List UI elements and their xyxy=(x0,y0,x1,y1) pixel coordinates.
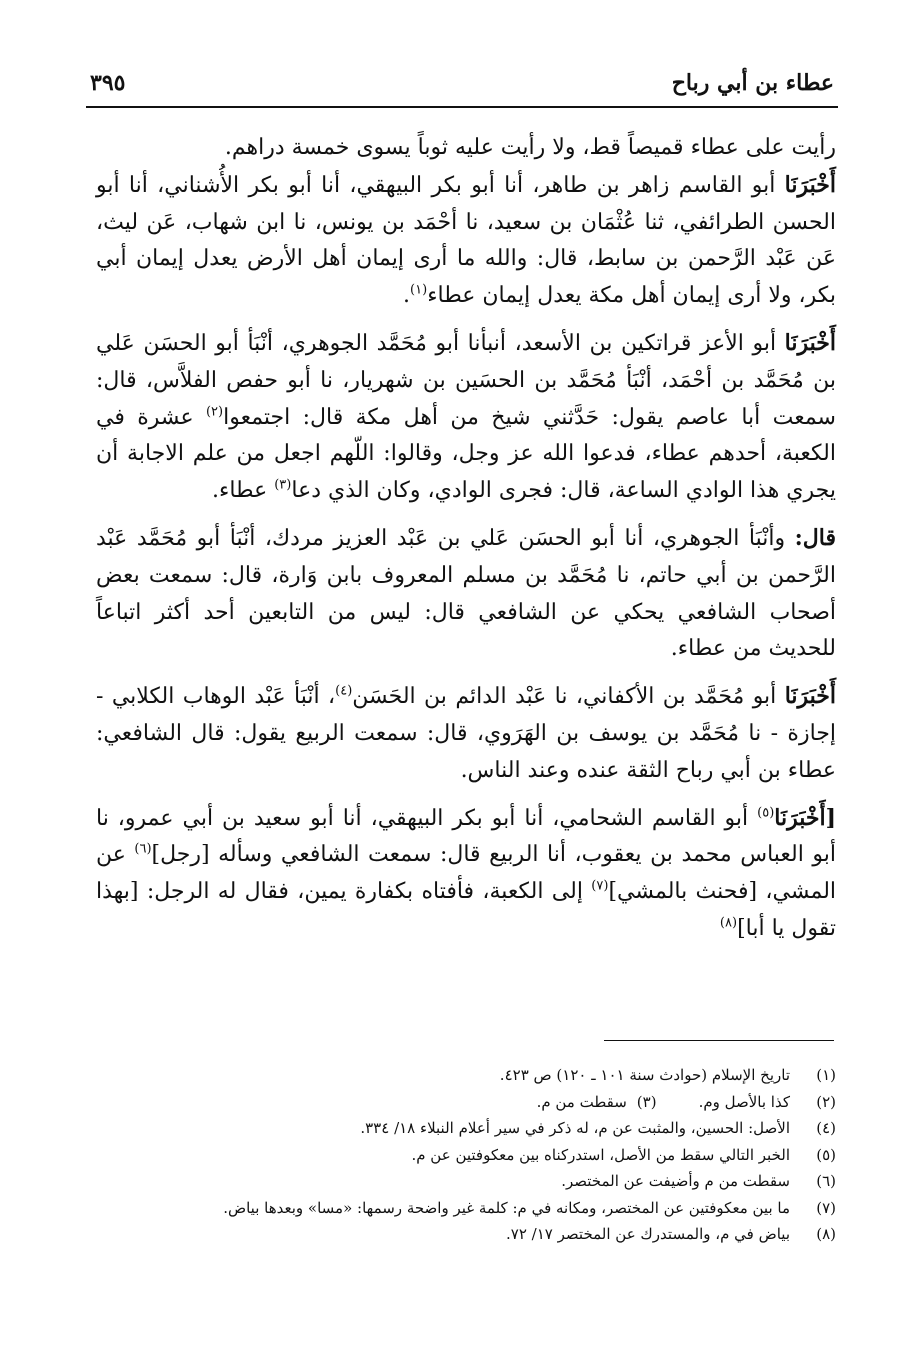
footnote-text: سقطت من م وأضيفت عن المختصر. xyxy=(561,1172,790,1190)
footnote xyxy=(96,1168,836,1195)
footnote-number: (٨) xyxy=(816,1225,836,1243)
narration-keyword: أَخْبَرَنَا xyxy=(784,171,836,198)
footnote-ref[interactable]: (٣) xyxy=(274,477,292,493)
footnote-number: (٤) xyxy=(816,1119,836,1137)
paragraph: رأيت على عطاء قميصاً قط، ولا رأيت عليه ثوباً يسوى خمسة دراهم. xyxy=(224,135,836,160)
footnote xyxy=(96,1221,836,1248)
paragraph: أَخْبَرَنَا أبو مُحَمَّد بن الأكفاني، نا عَبْد الدائم بن الحَسَن$^{(٤)}$، أنْبَأ عَبْد الوهاب الكلابي - إجازة - نا مُحَمَّد بن يوسف بن الهَرَوي، قال: سمعت الربيع يقول: قال الشافعي: عطاء بن أبي رباح الثقة عنده وعند الناس. xyxy=(96,683,837,783)
main-text xyxy=(96,130,836,958)
paragraph: قال: وأنْبَأ الجوهري، أنا أبو الحسَن عَلي بن عَبْد العزيز مردك، أنْبَأ أبو مُحَمَّد عَبْد الرَّحمن بن أبي حاتم، نا مُحَمَّد بن مسلم المعروف بابن وَارة، قال: سمعت بعض أصحاب الشافعي يحكي عن الشافعي قال: ليس من التابعين أحد أكثر اتباعاً للحديث من عطاء. xyxy=(96,524,836,662)
footnote-ref[interactable]: (١) xyxy=(410,282,428,298)
footnote xyxy=(96,1062,836,1089)
footnote-ref[interactable]: (٥) xyxy=(757,805,775,821)
paragraph: أَخْبَرَنَا أبو الأعز قراتكين بن الأسعد، أنبأنا أبو مُحَمَّد الجوهري، أنْبَأ أبو الحسَن عَلي بن مُحَمَّد بن أحْمَد، أنْبَأ مُحَمَّد بن الحسَين بن شهريار، نا أبو حفص الفلاَّس، قال: سمعت أبا عاصم يقول: حَدَّثني شيخ من أهل مكة قال: اجتمعوا$^{(٢)}$ عشرة في الكعبة، أحدهم عطاء، فدعوا الله عز وجل، وقالوا: اللّهم اجعل من علم الاجابة أن يجري هذا الوادي الساعة، قال: فجرى الوادي، وكان الذي دعا$^{(٣)}$ عطاء. xyxy=(96,329,836,504)
chapter-title: عطاء بن أبي رباح xyxy=(671,70,834,96)
footnote-number: (٧) xyxy=(816,1198,836,1217)
footnote-ref[interactable]: (٦) xyxy=(134,842,152,858)
footnote-ref[interactable]: (٢) xyxy=(205,404,224,420)
narration-keyword: [أَخْبَرَنَا xyxy=(774,804,836,831)
footnote-text: بياض في م، والمستدرك عن المختصر ١٧/ ٧٢. xyxy=(506,1225,790,1243)
footnote-number: (٢) xyxy=(816,1092,836,1111)
narration-keyword: أَخْبَرَنَا xyxy=(784,329,836,356)
header-rule xyxy=(86,106,838,108)
footnote-ref[interactable]: (٧) xyxy=(591,878,609,894)
footnote-ref[interactable]: (٤) xyxy=(335,683,353,699)
footnote-text: ما بين معكوفتين عن المختصر، ومكانه في م: كلمة غير واضحة رسمها: «مسا» وبعدها بياض. xyxy=(223,1198,790,1217)
page-number: ٣٩٥ xyxy=(90,70,126,96)
footnote-number: (٣) xyxy=(636,1092,657,1111)
paragraph: [أَخْبَرَنَا$^{(٥)}$ أبو القاسم الشحامي، أنا أبو بكر البيهقي، أنا أبو سعيد بن أبي عمرو، نا أبو العباس محمد بن يعقوب، أنا الربيع قال: سمعت الشافعي وسأله [رجل]$^{(٦)}$ عن المشي، [فحنث بالمشي]$^{(٧)}$ إلى الكعبة، فأفتاه بكفارة يمين، فقال له الرجل: [بهذا تقول يا أبا]$^{(٨)}$ xyxy=(96,804,837,941)
footnote xyxy=(96,1142,836,1169)
paragraph: أَخْبَرَنَا أبو القاسم زاهر بن طاهر، أنا أبو بكر البيهقي، أنا أبو بكر الأُشناني، أنا أبو الحسن الطرائفي، ثنا عُثْمَان بن سعيد، نا أحْمَد بن يونس، نا ابن شهاب، عَن ليث، عَن عَبْد الرَّحمن بن سابط، قال: والله ما أرى إيمان أهل الأرض يعدل إيمان أبي بكر، ولا أرى إيمان أهل مكة يعدل إيمان عطاء$^{(١)}$. xyxy=(96,171,836,309)
footnotes xyxy=(96,1062,836,1248)
footnote-ref[interactable]: (٨) xyxy=(719,915,738,931)
footnote xyxy=(96,1195,836,1222)
footnote-number: (٦) xyxy=(816,1172,836,1190)
footnote xyxy=(96,1115,836,1142)
footnote xyxy=(96,1089,836,1116)
narration-keyword: أَخْبَرَنَا xyxy=(784,683,837,710)
footnote-number: (٥) xyxy=(816,1145,836,1164)
footnote-text: الأصل: الحسين، والمثبت عن م، له ذكر في سير أعلام النبلاء ١٨/ ٣٣٤. xyxy=(360,1119,790,1137)
running-header xyxy=(90,68,834,104)
footnote-text: الخبر التالي سقط من الأصل، استدركناه بين معكوفتين عن م. xyxy=(411,1145,790,1164)
footnote-rule xyxy=(604,1040,834,1041)
footnote-text: سقطت من م. xyxy=(536,1092,627,1111)
narration-keyword: قال: xyxy=(794,524,836,551)
footnote-text: كذا بالأصل وم. xyxy=(698,1092,790,1111)
footnote-text: تاريخ الإسلام (حوادث سنة ١٠١ ـ ١٢٠) ص ٤٢٣. xyxy=(499,1066,790,1084)
footnote-number: (١) xyxy=(816,1066,836,1084)
